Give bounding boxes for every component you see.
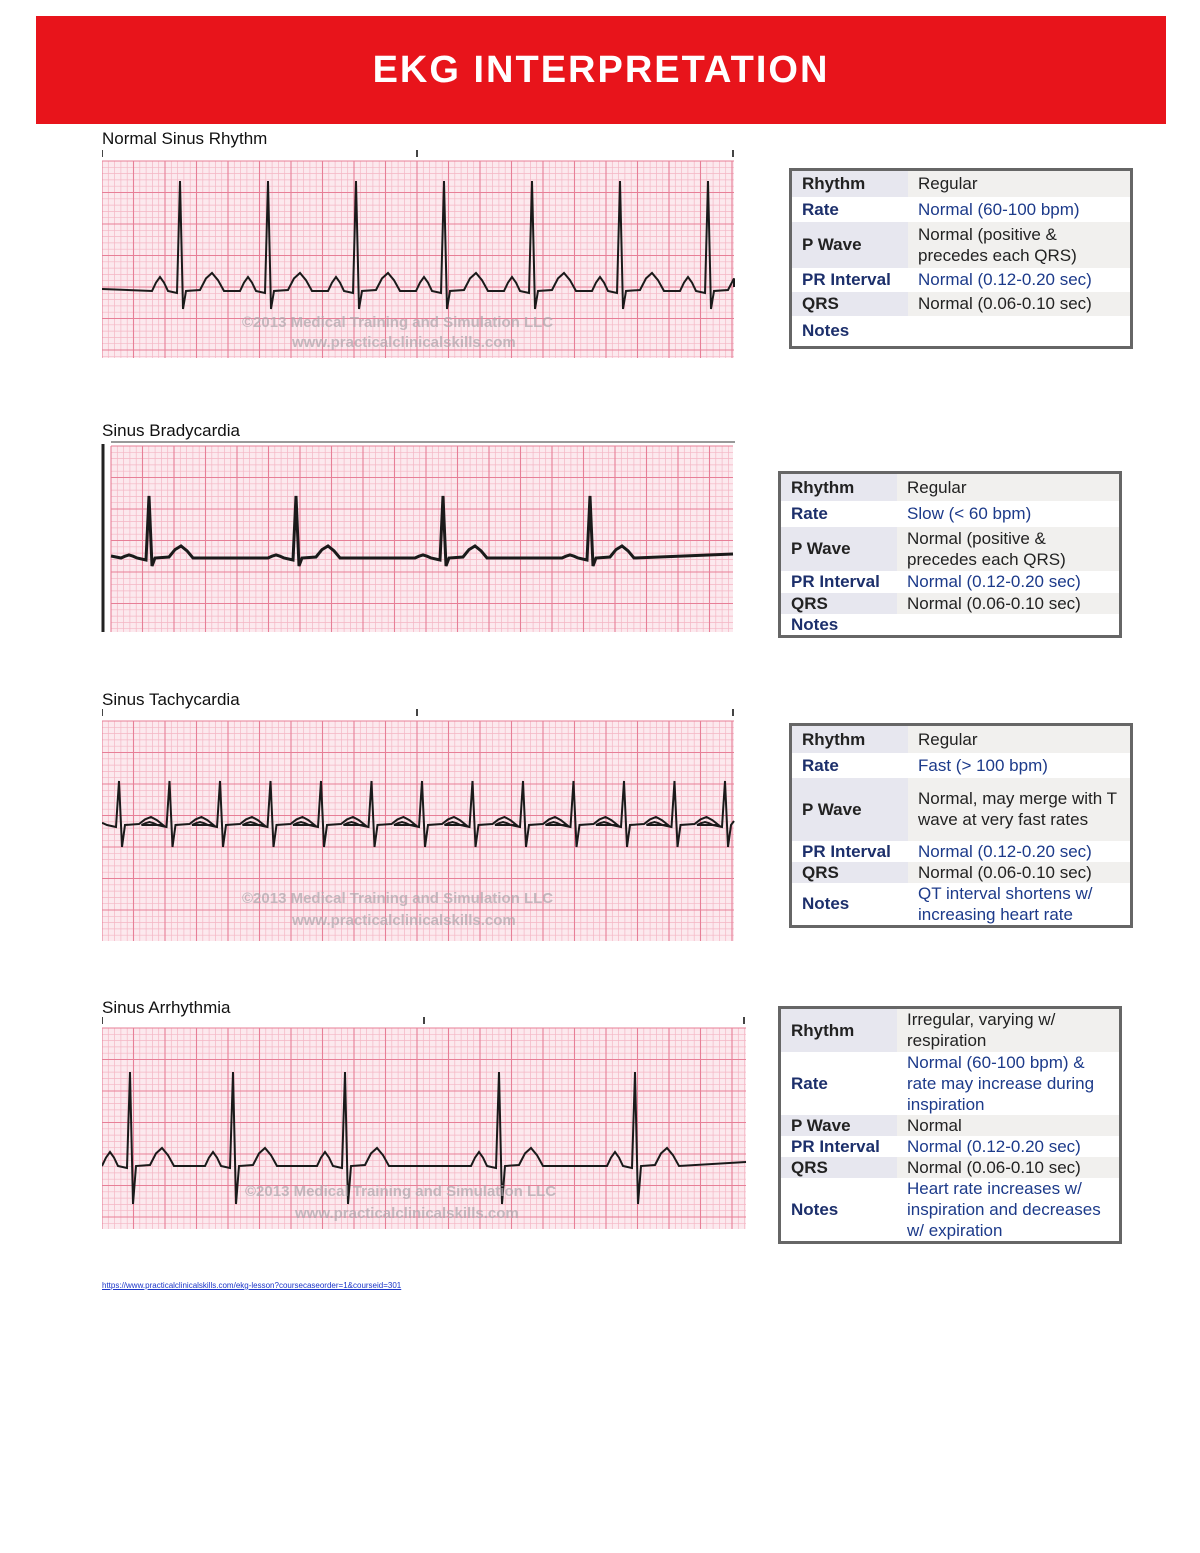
ekg-strip-nsr [102,148,736,360]
row-pr-interval [791,268,1132,292]
rate-label: Rate [802,755,839,775]
row-qrs [780,593,1121,614]
info-table-tachy [789,723,1133,928]
ekg-strip-brady [101,440,737,635]
rate-value: Fast (> 100 bpm) [918,755,1048,775]
row-p-wave [791,222,1132,268]
ekg-strip-svg [102,1015,748,1231]
p-wave-value: Normal (positive & precedes each QRS) [908,222,1132,268]
row-notes [791,316,1132,348]
notes-label: Notes [802,321,850,341]
row-pr-interval [780,571,1121,593]
row-rate [780,501,1121,527]
qrs-value: Normal (0.06-0.10 sec) [897,1157,1121,1178]
row-pr-interval [780,1136,1121,1157]
strip-title-tachy: Sinus Tachycardia [102,690,240,709]
pr-interval-value: Normal (0.12-0.20 sec) [907,1136,1081,1156]
notes-value [908,316,1132,348]
pr-interval-label: PR Interval [802,270,891,289]
ekg-strip-svg [102,707,736,943]
row-rhythm [780,473,1121,501]
info-table-nsr [789,168,1133,349]
p-wave-value: Normal [897,1115,1121,1136]
source-link[interactable]: https://www.practicalclinicalskills.com/ekg-lesson?coursecaseorder=1&courseid=301 [102,1281,402,1290]
pr-interval-label: PR Interval [791,572,880,591]
ekg-strip-svg [102,148,736,360]
ekg-strip-svg [101,440,737,635]
notes-value [897,614,1121,637]
row-p-wave [791,778,1132,841]
row-rhythm [791,170,1132,197]
rate-label: Rate [791,1073,828,1093]
row-qrs [780,1157,1121,1178]
notes-label: Notes [791,1199,839,1219]
row-qrs [791,292,1132,316]
p-wave-value: Normal, may merge with T wave at very fast rates [908,778,1132,841]
rhythm-label: Rhythm [780,1008,898,1052]
p-wave-label: P Wave [780,527,898,571]
row-notes [791,883,1132,927]
ekg-strip-arrhythmia [102,1015,748,1231]
row-notes [780,1178,1121,1243]
strip-title-brady: Sinus Bradycardia [102,421,240,440]
notes-label: Notes [791,614,839,634]
pr-interval-label: PR Interval [802,841,891,861]
header-banner [36,16,1166,124]
rate-value: Normal (60-100 bpm) & rate may increase during inspiration [907,1052,1095,1114]
rate-value: Normal (60-100 bpm) [918,199,1080,219]
info-table-brady [778,471,1122,638]
p-wave-label: P Wave [791,222,909,268]
watermark-line-2: www.practicalclinicalskills.com [295,1205,519,1222]
watermark-line-2: www.practicalclinicalskills.com [292,912,516,929]
qrs-label: QRS [780,593,898,614]
pr-interval-value: Normal (0.12-0.20 sec) [918,841,1092,861]
qrs-value: Normal (0.06-0.10 sec) [908,862,1132,883]
qrs-value: Normal (0.06-0.10 sec) [908,292,1132,316]
watermark-line-1: ©2013 Medical Training and Simulation LLC [245,1183,557,1200]
strip-title-arrhythmia: Sinus Arrhythmia [102,998,231,1017]
info-table-arrhythmia [778,1006,1122,1244]
strip-title-nsr: Normal Sinus Rhythm [102,129,268,148]
row-rhythm [780,1008,1121,1052]
rate-value: Slow (< 60 bpm) [907,504,1032,523]
notes-value: Heart rate increases w/ inspiration and decreases w/ expiration [907,1178,1101,1240]
row-rhythm [791,725,1132,753]
qrs-label: QRS [791,292,909,316]
rhythm-label: Rhythm [780,473,898,501]
row-rate [791,197,1132,222]
ekg-strip-tachy [102,707,736,943]
page-title: EKG INTERPRETATION [372,48,830,91]
row-qrs [791,862,1132,883]
qrs-label: QRS [791,862,909,883]
row-p-wave [780,1115,1121,1136]
p-wave-label: P Wave [791,778,909,841]
pr-interval-value: Normal (0.12-0.20 sec) [918,270,1092,289]
row-rate [780,1052,1121,1115]
watermark-line-1: ©2013 Medical Training and Simulation LLC [242,890,554,907]
pr-interval-label: PR Interval [791,1136,880,1156]
row-rate [791,753,1132,778]
ekg-grid [111,446,733,632]
rhythm-value: Regular [908,170,1132,197]
watermark-line-2: www.practicalclinicalskills.com [292,334,516,351]
p-wave-label: P Wave [780,1115,898,1136]
qrs-label: QRS [780,1157,898,1178]
rhythm-value: Regular [908,725,1132,753]
rhythm-label: Rhythm [791,170,909,197]
notes-value: QT interval shortens w/ increasing heart rate [918,883,1093,924]
watermark-line-1: ©2013 Medical Training and Simulation LLC [242,314,554,331]
pr-interval-value: Normal (0.12-0.20 sec) [907,572,1081,591]
rate-label: Rate [802,199,839,219]
rate-label: Rate [791,504,828,523]
row-pr-interval [791,841,1132,862]
rhythm-value: Regular [897,473,1121,501]
row-p-wave [780,527,1121,571]
notes-label: Notes [802,894,850,914]
p-wave-value: Normal (positive & precedes each QRS) [897,527,1121,571]
rhythm-label: Rhythm [791,725,909,753]
row-notes [780,614,1121,637]
qrs-value: Normal (0.06-0.10 sec) [897,593,1121,614]
rhythm-value: Irregular, varying w/ respiration [897,1008,1121,1052]
